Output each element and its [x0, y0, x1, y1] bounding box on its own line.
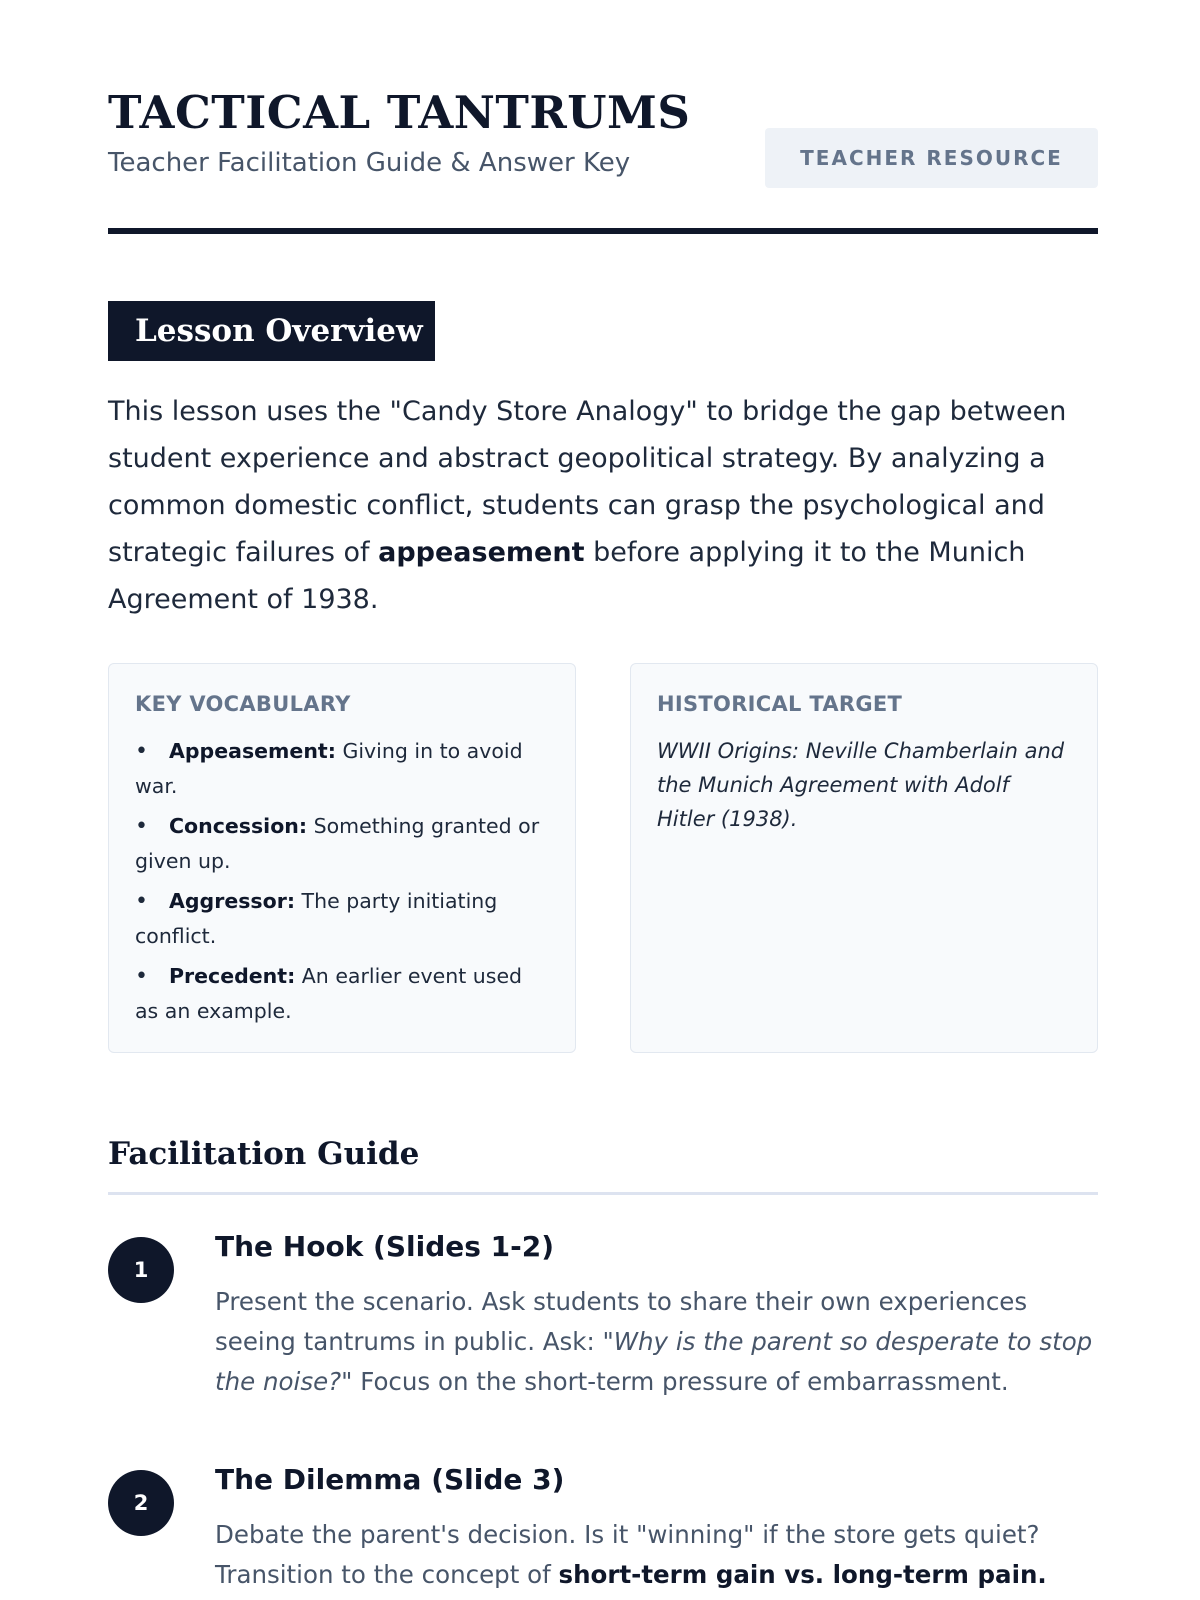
vocabulary-definition: An earlier event used as an example. [135, 964, 523, 1023]
step-title: The Hook (Slides 1-2) [215, 1230, 555, 1263]
key-vocabulary-heading: KEY VOCABULARY [135, 692, 351, 716]
header-divider [108, 228, 1098, 234]
facilitation-guide-heading: Facilitation Guide [108, 1136, 420, 1172]
document-header [108, 80, 1098, 234]
step-key-concept: short-term gain vs. long-term pain. [558, 1560, 1047, 1589]
lesson-overview-heading: Lesson Overview [108, 301, 435, 361]
historical-target-heading: HISTORICAL TARGET [657, 692, 903, 716]
step-body [215, 1230, 1098, 1402]
vocabulary-list [135, 734, 549, 1028]
vocabulary-term: Precedent: [169, 964, 296, 988]
historical-target-card [630, 663, 1098, 1053]
vocabulary-definition: Giving in to avoid war. [135, 739, 523, 798]
document-page [108, 0, 1098, 1600]
overview-text-part: before applying it to the Munich Agreement of 1938. [108, 537, 1026, 615]
step-number-badge: 2 [108, 1470, 174, 1536]
bullet-icon: • [135, 964, 148, 989]
step-text-part: Focus on the short-term pressure of embarrassment. [352, 1367, 1009, 1396]
document-title: TACTICAL TANTRUMS [108, 86, 691, 139]
vocabulary-term: Aggressor: [169, 889, 296, 913]
facilitation-divider [108, 1192, 1098, 1195]
step-text-part: Present the scenario. Ask students to share their own experiences seeing tantrums in public. Ask: [215, 1287, 1028, 1356]
vocabulary-term: Concession: [169, 814, 308, 838]
bullet-icon: • [135, 739, 148, 764]
historical-target-text: WWII Origins: Neville Chamberlain and the Munich Agreement with Adolf Hitler (1938). [657, 739, 1065, 831]
step-body [215, 1463, 1098, 1595]
step-title: The Dilemma (Slide 3) [215, 1463, 565, 1496]
step-description [215, 1282, 1098, 1402]
step-number-badge: 1 [108, 1237, 174, 1303]
document-subtitle: Teacher Facilitation Guide & Answer Key [108, 148, 631, 178]
vocabulary-item [135, 809, 549, 878]
vocabulary-item [135, 734, 549, 803]
overview-key-term: appeasement [378, 537, 585, 568]
key-vocabulary-card [108, 663, 576, 1053]
vocabulary-item [135, 884, 549, 953]
step-text-part: Debate the parent's decision. Is it "winning" if the store gets quiet? Transition to the concept of [215, 1520, 1040, 1589]
lesson-overview-text [108, 388, 1098, 623]
bullet-icon: • [135, 889, 148, 914]
step-description [215, 1515, 1098, 1595]
vocabulary-definition: Something granted or given up. [135, 814, 540, 873]
teacher-resource-badge: TEACHER RESOURCE [765, 128, 1098, 188]
overview-text-part: This lesson uses the "Candy Store Analogy" to bridge the gap between student experience and abstract geopolitical strategy. By analyzing a common domestic conflict, students can grasp the psychological and strategic failures of [108, 396, 1067, 568]
vocabulary-term: Appeasement: [169, 739, 336, 763]
vocabulary-definition: The party initiating conflict. [135, 889, 498, 948]
vocabulary-item [135, 959, 549, 1028]
bullet-icon: • [135, 814, 148, 839]
step-quote: "Why is the parent so desperate to stop the noise?" [215, 1327, 1093, 1396]
